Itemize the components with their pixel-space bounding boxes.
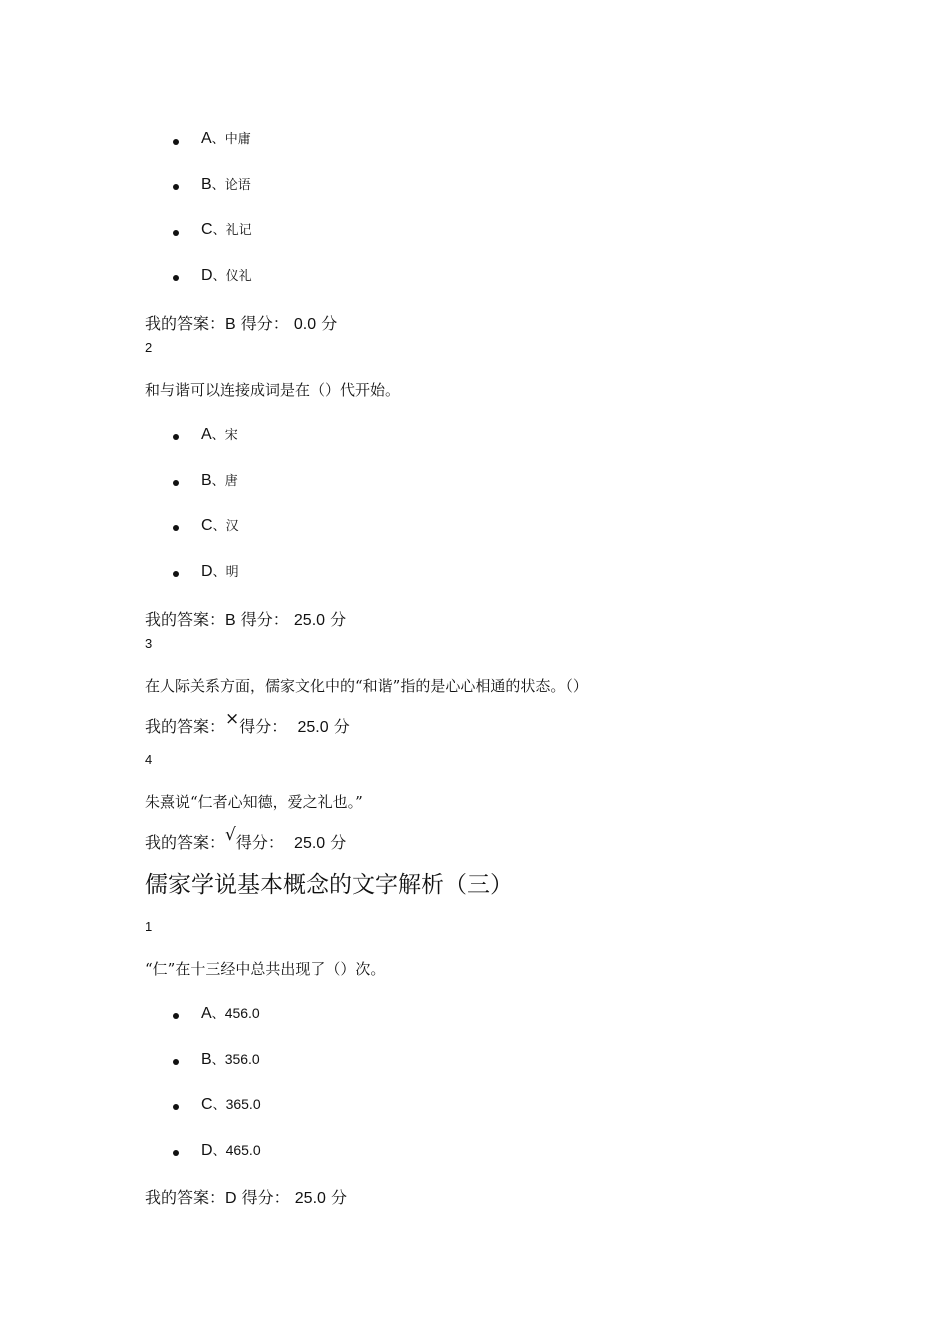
question-text: 和与谐可以连接成词是在（）代开始。 [145,381,401,399]
score-value: 25.0 [294,1190,326,1207]
question-number: 4 [145,752,153,767]
option-text: 465.0 [225,1142,261,1158]
option-separator: 、 [211,132,225,147]
option-text: 唐 [224,474,238,489]
option-b [201,1049,260,1069]
bullet-icon [173,434,179,440]
score-unit: 分 [330,610,347,629]
question-number: 3 [145,636,153,651]
option-text: 礼记 [225,223,252,238]
answer-label: 我的答案： [145,610,226,629]
option-d [201,1140,261,1160]
answer-value: B [225,316,236,333]
checkmark-icon: √ [225,825,236,845]
question-number: 2 [145,340,153,355]
score-value: 0.0 [293,316,317,333]
option-separator: 、 [211,1053,225,1068]
score-unit: 分 [333,717,350,736]
my-answer-line [145,607,346,630]
answer-label: 我的答案： [145,833,226,852]
question-text: “仁”在十三经中总共出现了（）次。 [145,960,386,978]
option-text: 356.0 [224,1051,260,1067]
option-letter: C [201,517,213,534]
option-letter: C [201,221,213,238]
bullet-icon [173,1150,179,1156]
my-answer-line [145,1185,347,1208]
question-number: 1 [145,919,153,934]
option-a [201,1003,260,1023]
option-letter: D [201,267,213,284]
answer-label: 我的答案： [145,1188,226,1207]
my-answer-line [145,311,337,334]
option-b [201,470,238,490]
question-text: 在人际关系方面，儒家文化中的“和谐”指的是心心相通的状态。（） [145,677,588,695]
option-text: 仪礼 [225,269,252,284]
question-text: 朱熹说“仁者心知德，爱之礼也。” [145,793,363,811]
option-text: 365.0 [225,1096,261,1112]
option-c [201,515,239,535]
bullet-icon [173,230,179,236]
option-d [201,561,239,581]
option-text: 宋 [224,428,238,443]
option-text: 明 [225,565,239,580]
option-separator: 、 [211,1007,225,1022]
option-d [201,265,252,285]
score-label: 得分： [235,833,284,852]
bullet-icon [173,1104,179,1110]
my-answer-line [145,825,347,853]
answer-label: 我的答案： [145,717,226,736]
option-letter: C [201,1096,213,1113]
option-c [201,219,252,239]
option-letter: A [201,130,212,147]
option-letter: B [201,1051,212,1068]
score-unit: 分 [330,833,347,852]
option-letter: A [201,1005,212,1022]
option-b [201,174,251,194]
option-letter: A [201,426,212,443]
score-value: 25.0 [293,612,326,629]
score-unit: 分 [321,314,338,333]
option-separator: 、 [212,519,226,534]
option-text: 中庸 [224,132,251,147]
cross-icon: × [225,709,240,729]
bullet-icon [173,571,179,577]
answer-value: B [225,612,236,629]
option-a [201,424,238,444]
option-letter: D [201,563,213,580]
option-a [201,128,251,148]
bullet-icon [173,184,179,190]
bullet-icon [173,525,179,531]
score-label: 得分： [241,1188,290,1207]
my-answer-line [145,709,350,737]
option-separator: 、 [211,474,225,489]
bullet-icon [173,275,179,281]
bullet-icon [173,1013,179,1019]
option-letter: D [201,1142,213,1159]
option-separator: 、 [212,223,226,238]
option-separator: 、 [211,428,225,443]
bullet-icon [173,139,179,145]
answer-label: 我的答案： [145,314,226,333]
section-heading: 儒家学说基本概念的文字解析（三） [145,872,513,898]
option-letter: B [201,472,212,489]
option-separator: 、 [212,1098,226,1113]
option-separator: 、 [212,269,226,284]
answer-value: D [225,1190,237,1207]
score-value: 25.0 [297,719,329,736]
score-unit: 分 [331,1188,348,1207]
score-value: 25.0 [294,835,326,852]
option-c [201,1094,261,1114]
option-letter: B [201,176,212,193]
score-label: 得分： [240,610,289,629]
option-separator: 、 [212,565,226,580]
option-text: 论语 [224,178,251,193]
option-text: 汉 [225,519,239,534]
bullet-icon [173,480,179,486]
score-label: 得分： [239,717,288,736]
bullet-icon [173,1059,179,1065]
option-text: 456.0 [224,1005,260,1021]
score-label: 得分： [240,314,289,333]
option-separator: 、 [211,178,225,193]
option-separator: 、 [212,1144,226,1159]
